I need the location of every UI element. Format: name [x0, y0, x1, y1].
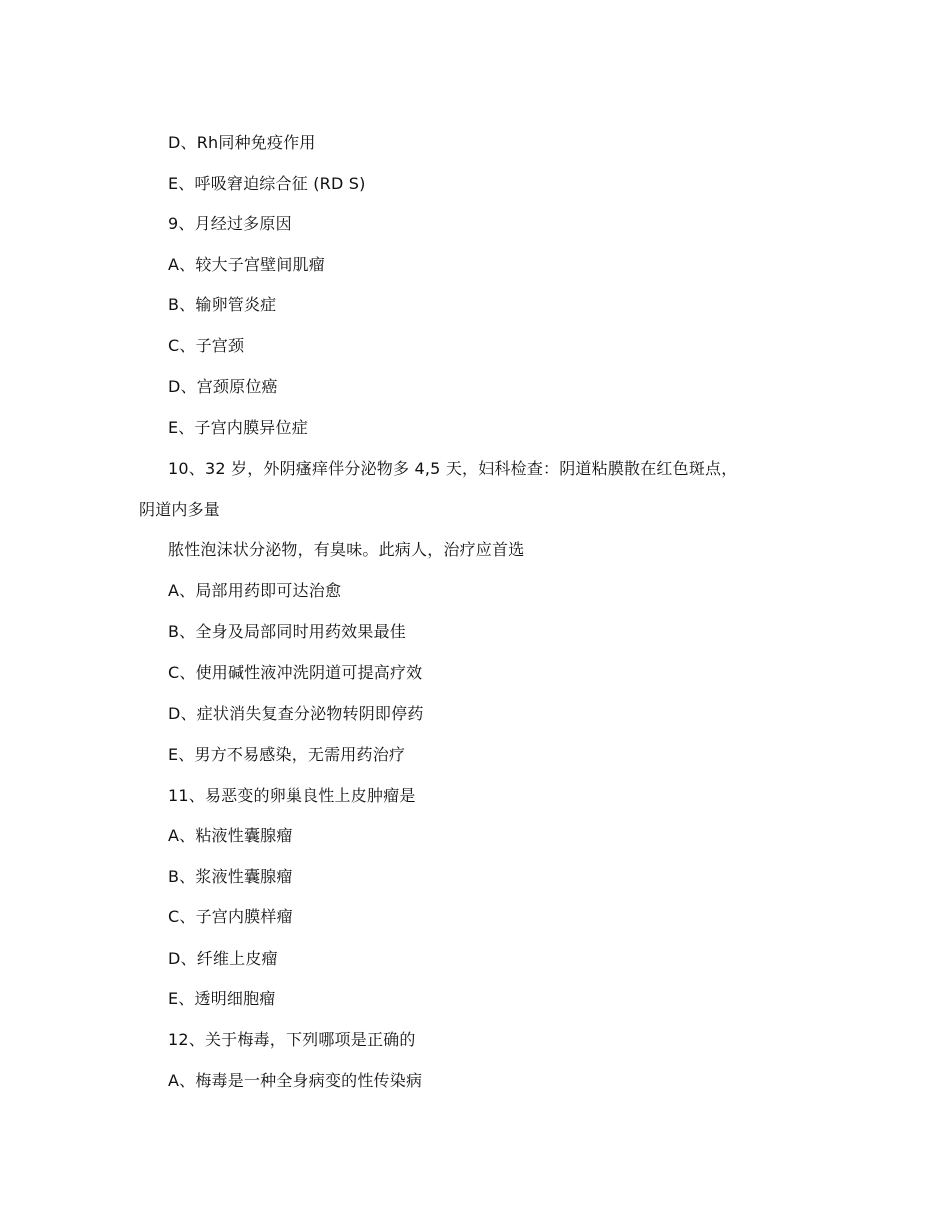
- q9-option-b: B、输卵管炎症: [168, 295, 277, 314]
- question-10-continued-2: 脓性泡沫状分泌物，有臭味。此病人，治疗应首选: [168, 540, 525, 559]
- q10-option-e: E、男方不易感染，无需用药治疗: [168, 745, 406, 764]
- q10-option-a: A、局部用药即可达治愈: [168, 581, 342, 600]
- q10-option-c: C、使用碱性液冲洗阴道可提高疗效: [168, 663, 423, 682]
- option-e-rds: E、呼吸窘迫综合征 (RD S): [168, 174, 366, 193]
- question-10: 10、32 岁，外阴瘙痒伴分泌物多 4,5 天，妇科检查：阴道粘膜散在红色斑点，: [168, 459, 738, 478]
- q10-option-d: D、症状消失复查分泌物转阴即停药: [168, 704, 424, 723]
- question-10-continued: 阴道内多量: [139, 500, 221, 519]
- q9-option-c: C、子宫颈: [168, 336, 245, 355]
- q11-option-b: B、浆液性囊腺瘤: [168, 867, 293, 886]
- q12-option-a: A、梅毒是一种全身病变的性传染病: [168, 1071, 423, 1090]
- q11-option-c: C、子宫内膜样瘤: [168, 907, 293, 926]
- question-9: 9、月经过多原因: [168, 214, 292, 233]
- q11-option-a: A、粘液性囊腺瘤: [168, 826, 293, 845]
- q11-option-d: D、纤维上皮瘤: [168, 949, 278, 968]
- q10-option-b: B、全身及局部同时用药效果最佳: [168, 622, 406, 641]
- q11-option-e: E、透明细胞瘤: [168, 989, 276, 1008]
- q9-option-a: A、较大子宫壁间肌瘤: [168, 255, 325, 274]
- option-d-rh-immunity: D、Rh同种免疫作用: [168, 133, 316, 152]
- question-12: 12、关于梅毒，下列哪项是正确的: [168, 1030, 416, 1049]
- q9-option-d: D、宫颈原位癌: [168, 377, 278, 396]
- q9-option-e: E、子宫内膜异位症: [168, 418, 308, 437]
- question-11: 11、易恶变的卵巢良性上皮肿瘤是: [168, 786, 416, 805]
